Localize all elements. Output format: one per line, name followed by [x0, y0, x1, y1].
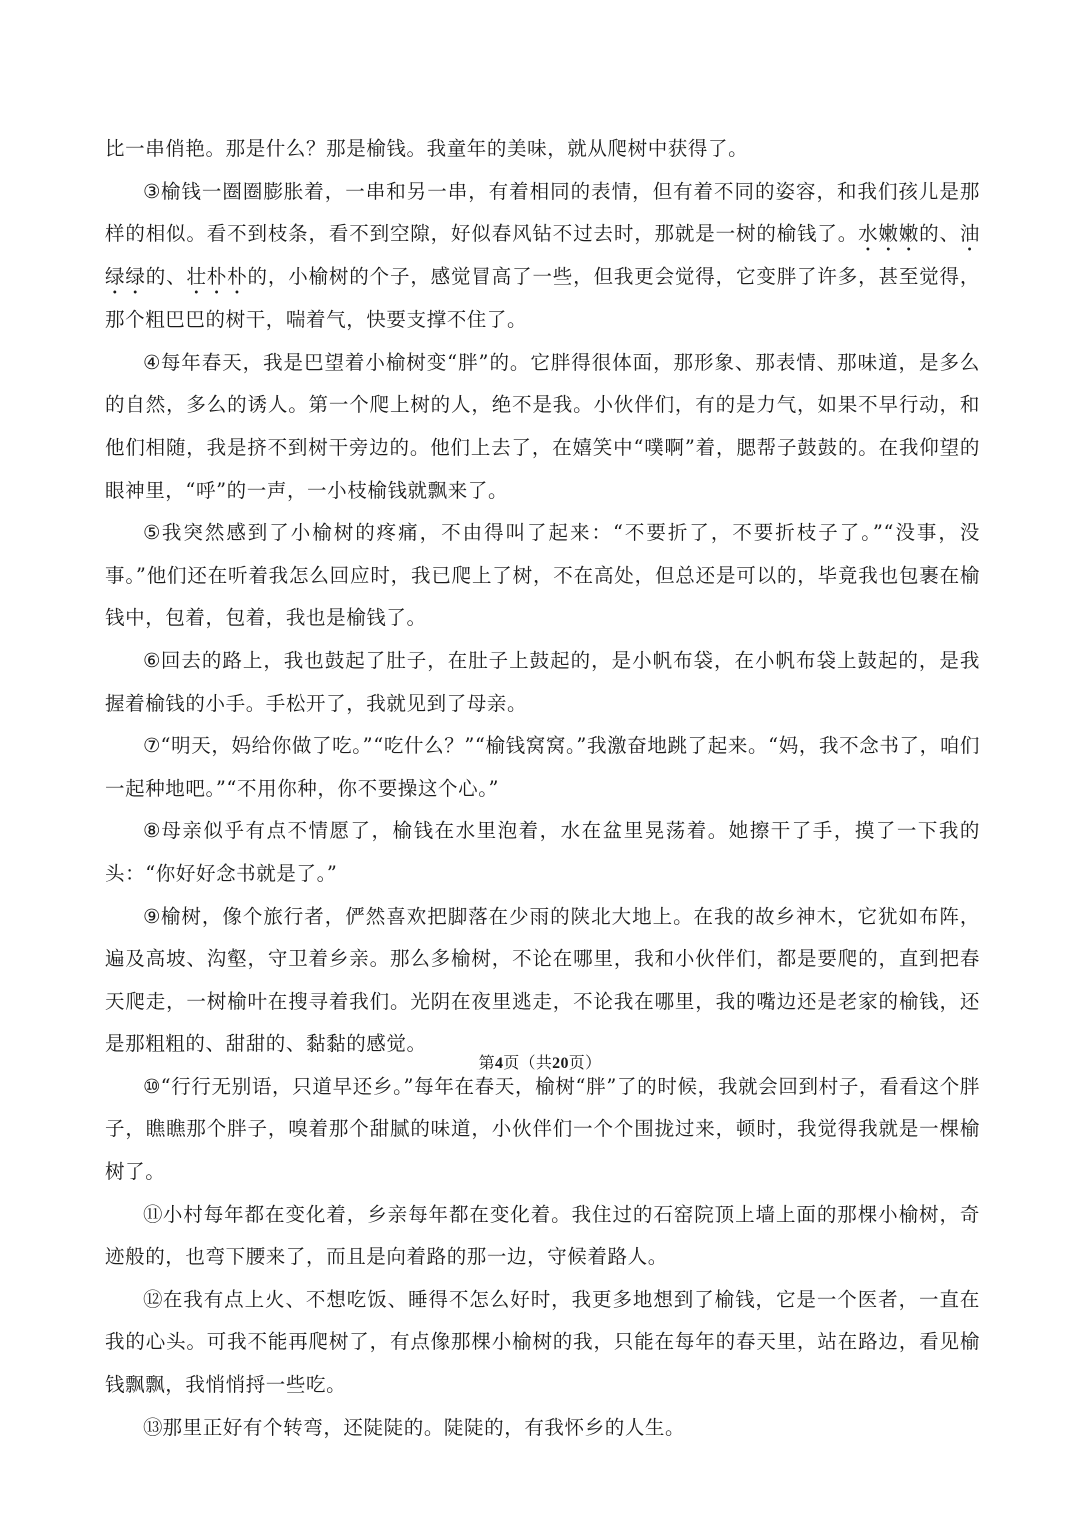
- paragraph-number: ④: [143, 350, 161, 374]
- separator-text: 的、: [145, 265, 187, 289]
- paragraph-number: ⑪: [143, 1202, 163, 1226]
- paragraph-2-tail: [105, 128, 980, 171]
- paragraph-text: 那里正好有个转弯，还陡陡的。陡陡的，有我怀乡的人生。: [162, 1415, 686, 1439]
- paragraph-5: [105, 512, 980, 640]
- paragraph-text-part: 榆钱一圈圈膨胀着，一串和另一串，有着相同的表情，但有着不同的姿容，和我们孩儿是那样的相似。看不到枝条，看不到空隙，好似春风钻不过去时，那就是一树的榆钱了。: [105, 179, 980, 246]
- paragraph-text: 母亲似乎有点不情愿了，榆钱在水里泡着，水在盆里晃荡着。她擦干了手，摸了一下我的头：“你好好念书就是了。”: [105, 819, 981, 885]
- paragraph-text: 小村每年都在变化着，乡亲每年都在变化着。我住过的石窑院顶上墙上面的那棵小榆树，奇迹般的，也弯下腰来了，而且是向着路的那一边，守候着路人。: [105, 1202, 980, 1269]
- paragraph-text: 在我有点上火、不想吃饭、睡得不怎么好时，我更多地想到了榆钱，它是一个医者，一直在我的心头。可我不能再爬树了，有点像那棵小榆树的我，只能在每年的春天里，站在路边，看见榆钱飘飘，我悄悄捋一些吃。: [105, 1287, 980, 1397]
- paragraph-number: ③: [143, 179, 161, 203]
- paragraph-8: [105, 810, 980, 895]
- paragraph-4: [105, 342, 980, 512]
- paragraph-text: “行行无别语，只道早还乡。”每年在春天，榆树“胖”了的时候，我就会回到村子，看看这个胖子，瞧瞧那个胖子，嗅着那个甜腻的味道，小伙伴们一个个围拢过来，顿时，我觉得我就是一棵榆树了。: [105, 1074, 980, 1184]
- paragraph-text: 榆树，像个旅行者，俨然喜欢把脚落在少雨的陕北大地上。在我的故乡神木，它犹如布阵，遍及高坡、沟壑，守卫着乡亲。那么多榆树，不论在哪里，我和小伙伴们，都是要爬的，直到把春天爬走，一树榆叶在搜寻着我们。光阴在夜里逃走，不论我在哪里，我的嘴边还是老家的榆钱，还是那粗粗的、甜甜的、黏黏的感觉。: [105, 904, 980, 1056]
- footer-middle: 页（共: [503, 1053, 553, 1072]
- footer-page-number: 4: [494, 1055, 504, 1072]
- paragraph-text: “明天，妈给你做了吃。”“吃什么？”“榆钱窝窝。”我激奋地跳了起来。“妈，我不念书了，咱们一起种地吧。”“不用你种，你不要操这个心。”: [105, 734, 980, 800]
- paragraph-text: 比一串俏艳。那是什么？那是榆钱。我童年的美味，就从爬树中获得了。: [105, 137, 749, 160]
- paragraph-11: [105, 1194, 980, 1279]
- paragraph-7: [105, 725, 980, 810]
- article-body: [105, 128, 980, 1449]
- paragraph-number: ⑨: [143, 904, 161, 928]
- paragraph-number: ⑩: [143, 1074, 161, 1098]
- paragraph-12: [105, 1279, 980, 1407]
- paragraph-6: [105, 640, 980, 725]
- emphasized-word: 水嫩嫩: [858, 222, 920, 246]
- paragraph-10: [105, 1066, 980, 1194]
- paragraph-number: ⑬: [143, 1415, 163, 1439]
- paragraph-text: 每年春天，我是巴望着小榆树变“胖”的。它胖得很体面，那形象、那表情、那味道，是多么的自然，多么的诱人。第一个爬上树的人，绝不是我。小伙伴们，有的是力气，如果不早行动，和他们相随，我是挤不到树干旁边的。他们上去了，在嬉笑中“噗啊”着，腮帮子鼓鼓的。在我仰望的眼神里，“呼”的一声，一小枝榆钱就飘来了。: [105, 350, 980, 502]
- footer-total-pages: 20: [552, 1055, 569, 1072]
- paragraph-3: [105, 171, 980, 342]
- footer-suffix: 页）: [568, 1053, 602, 1072]
- paragraph-number: ⑦: [143, 734, 161, 758]
- footer-prefix: 第: [478, 1053, 495, 1072]
- paragraph-text-part: 的，小榆树的个子，感觉冒高了一些，但我更会觉得，它变胖了许多，甚至觉得，那个粗巴巴的树干，喘着气，快要支撑不住了。: [105, 265, 980, 332]
- paragraph-text: 回去的路上，我也鼓起了肚子，在肚子上鼓起的，是小帆布袋，在小帆布袋上鼓起的，是我握着榆钱的小手。手松开了，我就见到了母亲。: [105, 648, 980, 715]
- separator-text: 的、: [919, 222, 960, 246]
- page-footer: [0, 1050, 1080, 1073]
- paragraph-number: ⑤: [143, 521, 162, 545]
- emphasized-word: 壮朴朴: [186, 265, 248, 289]
- paragraph-text: 我突然感到了小榆树的疼痛，不由得叫了起来：“不要折了，不要折枝子了。”“没事，没事。”他们还在听着我怎么回应时，我已爬上了树，不在高处，但总还是可以的，毕竟我也包裹在榆钱中，包着，包着，我也是榆钱了。: [105, 521, 980, 630]
- paragraph-number: ⑧: [143, 819, 162, 843]
- emphasized-word: 油绿绿: [105, 222, 980, 289]
- paragraph-number: ⑥: [143, 648, 161, 672]
- paragraph-number: ⑫: [143, 1287, 163, 1311]
- paragraph-13: [105, 1407, 980, 1450]
- paragraph-9: [105, 896, 980, 1066]
